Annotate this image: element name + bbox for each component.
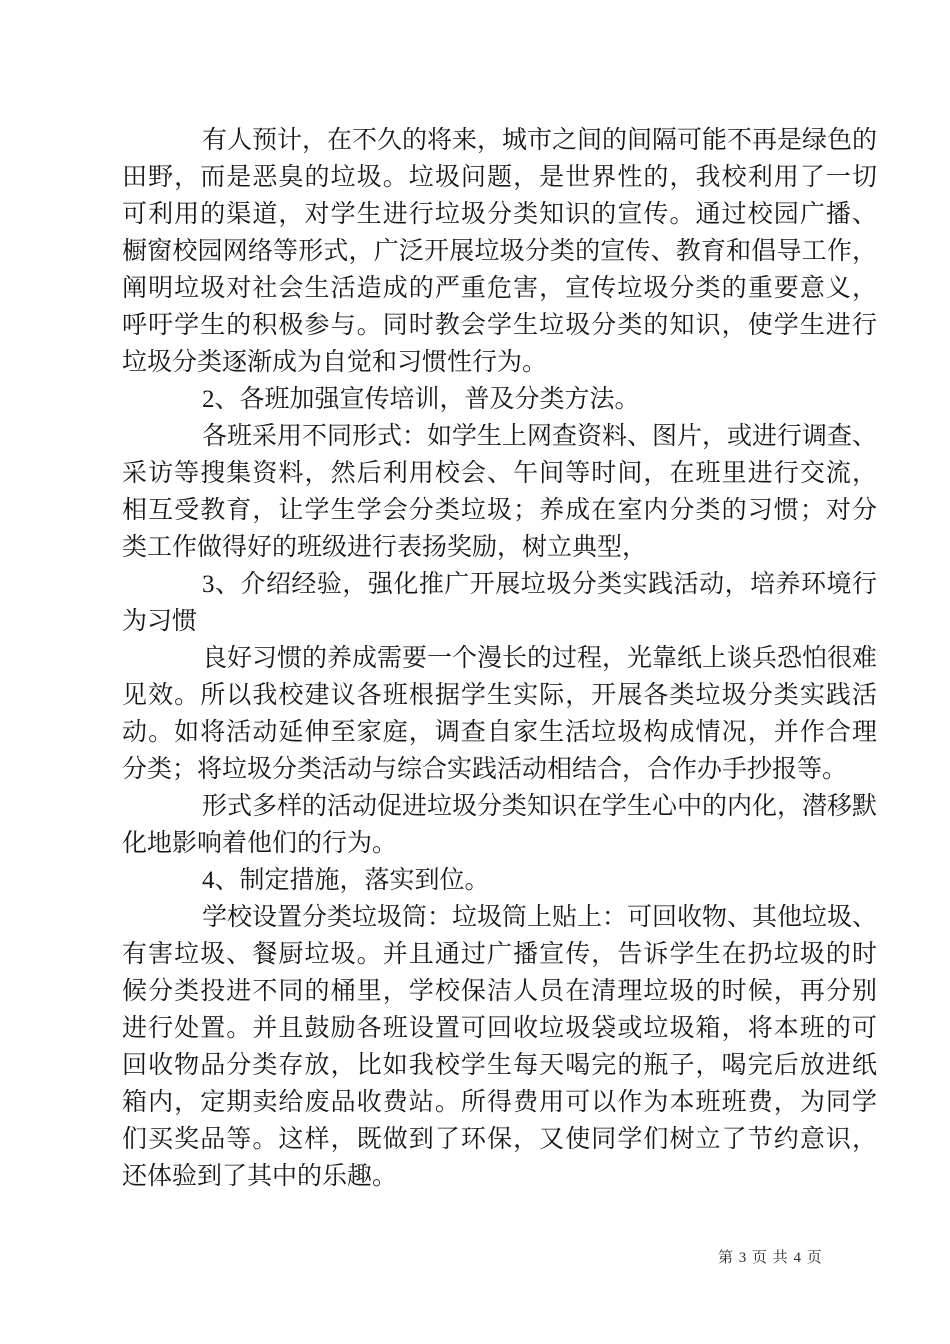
text-line: 学校设置分类垃圾筒：垃圾筒上贴上：可回收物、其他垃圾、: [202, 904, 877, 931]
paragraph: [122, 122, 877, 381]
text-line: 化地影响着他们的行为。: [122, 830, 398, 857]
text-line: 阐明垃圾对社会生活造成的严重危害，宣传垃圾分类的重要意义，: [122, 275, 877, 302]
paragraph: [122, 788, 877, 862]
text-line: 橱窗校园网络等形式，广泛开展垃圾分类的宣传、教育和倡导工作，: [122, 238, 877, 265]
paragraph: [122, 418, 877, 566]
text-line: 还体验到了其中的乐趣。: [122, 1163, 398, 1190]
text-line: 动。如将活动延伸至家庭，调查自家生活垃圾构成情况，并作合理: [122, 719, 877, 746]
paragraph: [122, 566, 877, 640]
text-line: 2、各班加强宣传培训，普及分类方法。: [202, 386, 640, 413]
text-line: 有害垃圾、餐厨垃圾。并且通过广播宣传，告诉学生在扔垃圾的时: [122, 941, 877, 968]
text-line: 进行处置。并且鼓励各班设置可回收垃圾袋或垃圾箱，将本班的可: [122, 1015, 877, 1042]
text-line: 箱内，定期卖给废品收费站。所得费用可以作为本班班费，为同学: [122, 1089, 877, 1116]
text-line: 为习惯: [122, 608, 198, 635]
text-line: 见效。所以我校建议各班根据学生实际，开展各类垃圾分类实践活: [122, 682, 877, 709]
text-line: 有人预计，在不久的将来，城市之间的间隔可能不再是绿色的: [202, 127, 877, 154]
document-body: [122, 122, 877, 1195]
text-line: 候分类投进不同的桶里，学校保洁人员在清理垃圾的时候，再分别: [122, 978, 877, 1005]
text-line: 3、介绍经验，强化推广开展垃圾分类实践活动，培养环境行: [202, 571, 877, 598]
paragraph: [122, 899, 877, 1195]
text-line: 回收物品分类存放，比如我校学生每天喝完的瓶子，喝完后放进纸: [122, 1052, 877, 1079]
text-line: 们买奖品等。这样，既做到了环保，又使同学们树立了节约意识，: [122, 1126, 877, 1153]
text-line: 可利用的渠道，对学生进行垃圾分类知识的宣传。通过校园广播、: [122, 201, 877, 228]
text-line: 类工作做得好的班级进行表扬奖励，树立典型，: [122, 534, 648, 561]
page-footer: [718, 1246, 823, 1267]
paragraph: [122, 862, 877, 899]
text-line: 呼吁学生的积极参与。同时教会学生垃圾分类的知识，使学生进行: [122, 312, 877, 339]
text-line: 良好习惯的养成需要一个漫长的过程，光靠纸上谈兵恐怕很难: [202, 645, 877, 672]
text-line: 相互受教育，让学生学会分类垃圾；养成在室内分类的习惯；对分: [122, 497, 877, 524]
paragraph: [122, 381, 877, 418]
text-line: 各班采用不同形式：如学生上网查资料、图片，或进行调查、: [202, 423, 877, 450]
text-line: 采访等搜集资料，然后利用校会、午间等时间，在班里进行交流，: [122, 460, 877, 487]
text-line: 分类；将垃圾分类活动与综合实践活动相结合，合作办手抄报等。: [122, 756, 848, 783]
text-line: 田野，而是恶臭的垃圾。垃圾问题，是世界性的，我校利用了一切: [122, 164, 877, 191]
text-line: 形式多样的活动促进垃圾分类知识在学生心中的内化，潜移默: [202, 793, 877, 820]
page-number-indicator: 第 3 页 共 4 页: [718, 1250, 823, 1266]
paragraph: [122, 640, 877, 788]
text-line: 4、制定措施，落实到位。: [202, 867, 490, 894]
text-line: 垃圾分类逐渐成为自觉和习惯性行为。: [122, 349, 548, 376]
